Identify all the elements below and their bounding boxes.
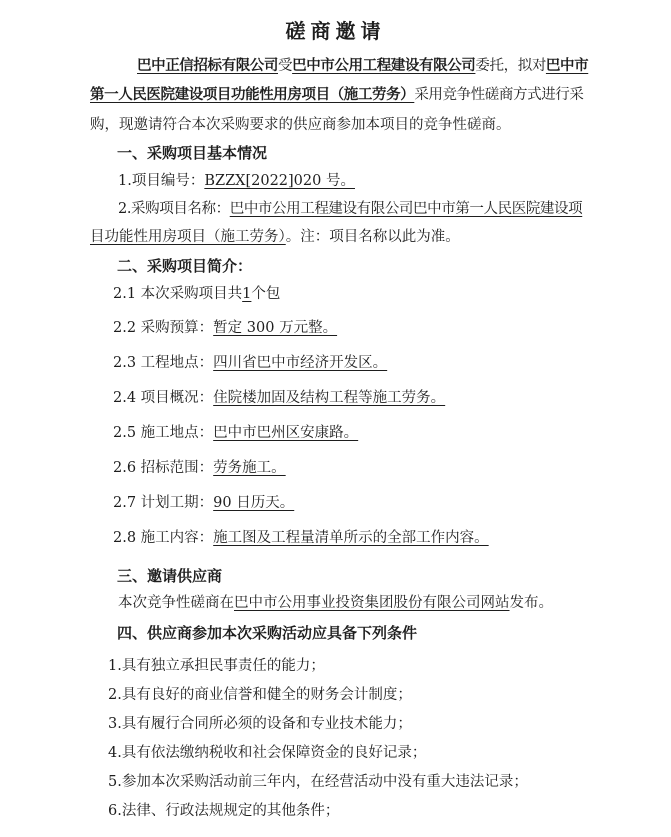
- condition-item: 6.法律、行政法规规定的其他条件；: [108, 803, 340, 819]
- project-number-value: BZZX[2022]020 号。: [204, 173, 355, 189]
- project-title-line-1: [118, 199, 582, 219]
- project-name-part1: 巴中市: [545, 58, 589, 74]
- intro-line-1: [137, 56, 588, 76]
- method-text-1: 采用竞争性磋商方式进行采: [414, 87, 584, 103]
- project-number: [118, 171, 355, 191]
- overview-item: 2.6 招标范围：劳务施工。: [113, 460, 286, 476]
- overview-item: 2.2 采购预算：暂定 300 万元整。: [113, 320, 338, 336]
- section3-heading: 三、邀请供应商: [117, 567, 223, 585]
- project-number-label: 1.项目编号：: [118, 173, 205, 189]
- intro-line-2: [90, 85, 584, 105]
- publication-site: 巴中市公用事业投资集团股份有限公司网站: [234, 595, 510, 611]
- entrusted-by-text: 受: [278, 58, 293, 74]
- section3-text: 本次竞争性磋商在巴中市公用事业投资集团股份有限公司网站发布。: [118, 595, 553, 611]
- condition-item: 1.具有独立承担民事责任的能力；: [108, 658, 325, 674]
- overview-item: 2.8 施工内容：施工图及工程量清单所示的全部工作内容。: [113, 530, 489, 546]
- project-title-value-1: 巴中市公用工程建设有限公司巴中市第一人民医院建设项: [229, 201, 583, 217]
- overview-item: 2.1 本次采购项目共1个包: [113, 286, 281, 302]
- condition-item: 5.参加本次采购活动前三年内，在经营活动中没有重大违法记录；: [108, 774, 528, 790]
- page-title: 磋商邀请: [285, 19, 386, 43]
- project-name-part2: 第一人民医院建设项目功能性用房项目（施工劳务）: [90, 87, 415, 103]
- section1-heading: 一、采购项目基本情况: [117, 144, 268, 162]
- project-title-label: 2.采购项目名称：: [118, 201, 230, 217]
- overview-item: 2.3 工程地点：四川省巴中市经济开发区。: [113, 355, 388, 371]
- overview-item: 2.5 施工地点：巴中市巴州区安康路。: [113, 425, 359, 441]
- condition-item: 3.具有履行合同所必须的设备和专业技术能力；: [108, 716, 412, 732]
- project-title-note: 。注：项目名称以此为准。: [285, 229, 460, 245]
- client-name: 巴中市公用工程建设有限公司: [292, 58, 476, 74]
- agency-name: 巴中正信招标有限公司: [137, 58, 278, 74]
- section4-heading: 四、供应商参加本次采购活动应具备下列条件: [117, 624, 418, 642]
- section2-heading: 二、采购项目简介：: [117, 257, 253, 275]
- project-title-line-2: [90, 227, 460, 247]
- overview-item: 2.7 计划工期：90 日历天。: [113, 495, 295, 511]
- condition-item: 2.具有良好的商业信誉和健全的财务会计制度；: [108, 687, 412, 703]
- overview-item: 2.4 项目概况：住院楼加固及结构工程等施工劳务。: [113, 390, 446, 406]
- condition-item: 4.具有依法缴纳税收和社会保障资金的良好记录；: [108, 745, 427, 761]
- intro-line-3: 购，现邀请符合本次采购要求的供应商参加本项目的竞争性磋商。: [90, 117, 511, 133]
- project-title-value-2: 目功能性用房项目（施工劳务）: [90, 229, 286, 245]
- entrust-text: 委托，拟对: [475, 58, 546, 74]
